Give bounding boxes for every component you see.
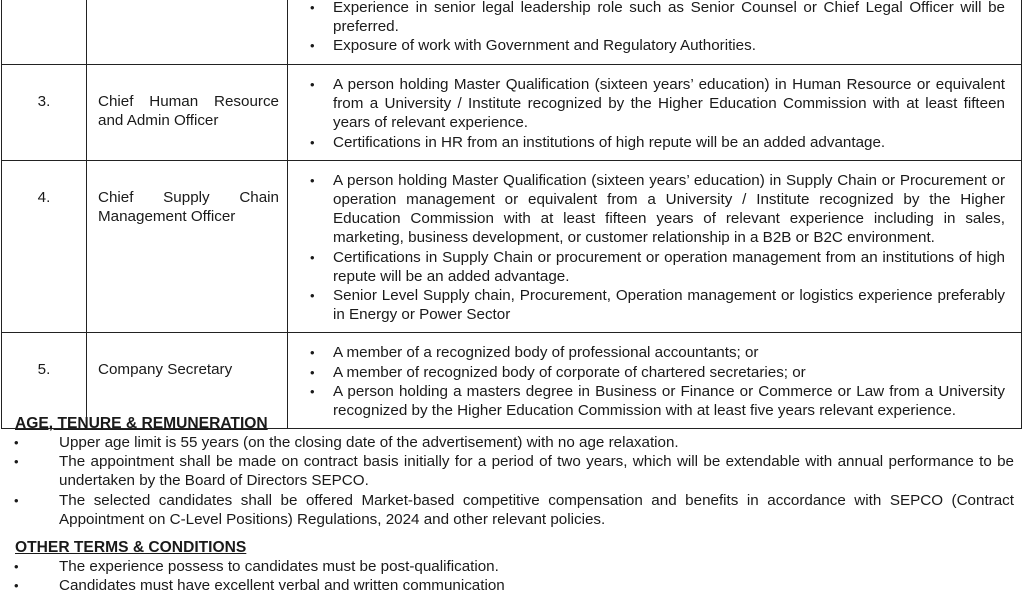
- list-item: • A person holding Master Qualification (sixteen years’ education) in Human Resource or equivalent from a University / Institute recognized by the Higher Education Commission with at least fifteen years of relevant experience.: [310, 75, 1005, 133]
- list-item: • Upper age limit is 55 years (on the closing date of the advertisement) with no age relaxation.: [14, 433, 1014, 452]
- list-item: • A member of a recognized body of professional accountants; or: [310, 343, 1005, 362]
- position-title-cell: Chief Human Resource and Admin Officer: [87, 65, 288, 161]
- list-item: • Certifications in Supply Chain or procurement or operation management from an institutions of high repute will be an added advantage.: [310, 248, 1005, 286]
- serial-cell: 5.: [2, 333, 87, 429]
- terms-conditions-section: [14, 538, 1014, 595]
- position-title-cell: [87, 0, 288, 65]
- list-item: • The experience possess to candidates must be post-qualification.: [14, 557, 1014, 576]
- list-item: • A person holding a masters degree in Business or Finance or Commerce or Law from a University recognized by the Higher Education Commission with at least five years relevant experience.: [310, 382, 1005, 420]
- position-title-cell: Chief Supply Chain Management Officer: [87, 160, 288, 333]
- age-tenure-section: [14, 414, 1014, 529]
- positions-table: [1, 0, 1022, 429]
- list-item: • Candidates must have excellent verbal and written communication: [14, 576, 1014, 595]
- criteria-cell: [288, 0, 1022, 65]
- section-heading: AGE, TENURE & REMUNERATION: [15, 415, 268, 432]
- criteria-cell: [288, 65, 1022, 161]
- position-title-cell: Company Secretary: [87, 333, 288, 429]
- list-item: • Experience in senior legal leadership role such as Senior Counsel or Chief Legal Officer will be preferred.: [310, 0, 1005, 36]
- table-row: [2, 0, 1022, 65]
- list-item: • A person holding Master Qualification (sixteen years’ education) in Supply Chain or Procurement or operation management or equivalent from a University / Institute recognized by the Higher Education Commission with at least fifteen years of relevant experience including in sales, marketing, business development, or customer relationship in a B2B or B2C environment.: [310, 171, 1005, 248]
- list-item: • The appointment shall be made on contract basis initially for a period of two years, which will be extendable with annual performance to be undertaken by the Board of Directors SEPCO.: [14, 452, 1014, 490]
- serial-cell: 4.: [2, 160, 87, 333]
- serial-cell: [2, 0, 87, 65]
- list-item: • A member of recognized body of corporate of chartered secretaries; or: [310, 363, 1005, 382]
- list-item: • The selected candidates shall be offered Market-based competitive compensation and benefits in accordance with SEPCO (Contract Appointment on C-Level Positions) Regulations, 2024 and other relevant policies.: [14, 491, 1014, 529]
- table-row: [2, 160, 1022, 333]
- list-item: • Certifications in HR from an institutions of high repute will be an added advantage.: [310, 133, 1005, 152]
- list-item: • Exposure of work with Government and Regulatory Authorities.: [310, 36, 1005, 55]
- criteria-cell: [288, 160, 1022, 333]
- table-row: [2, 65, 1022, 161]
- serial-cell: 3.: [2, 65, 87, 161]
- list-item: • Senior Level Supply chain, Procurement, Operation management or logistics experience preferably in Energy or Power Sector: [310, 286, 1005, 324]
- section-heading: OTHER TERMS & CONDITIONS: [15, 539, 247, 556]
